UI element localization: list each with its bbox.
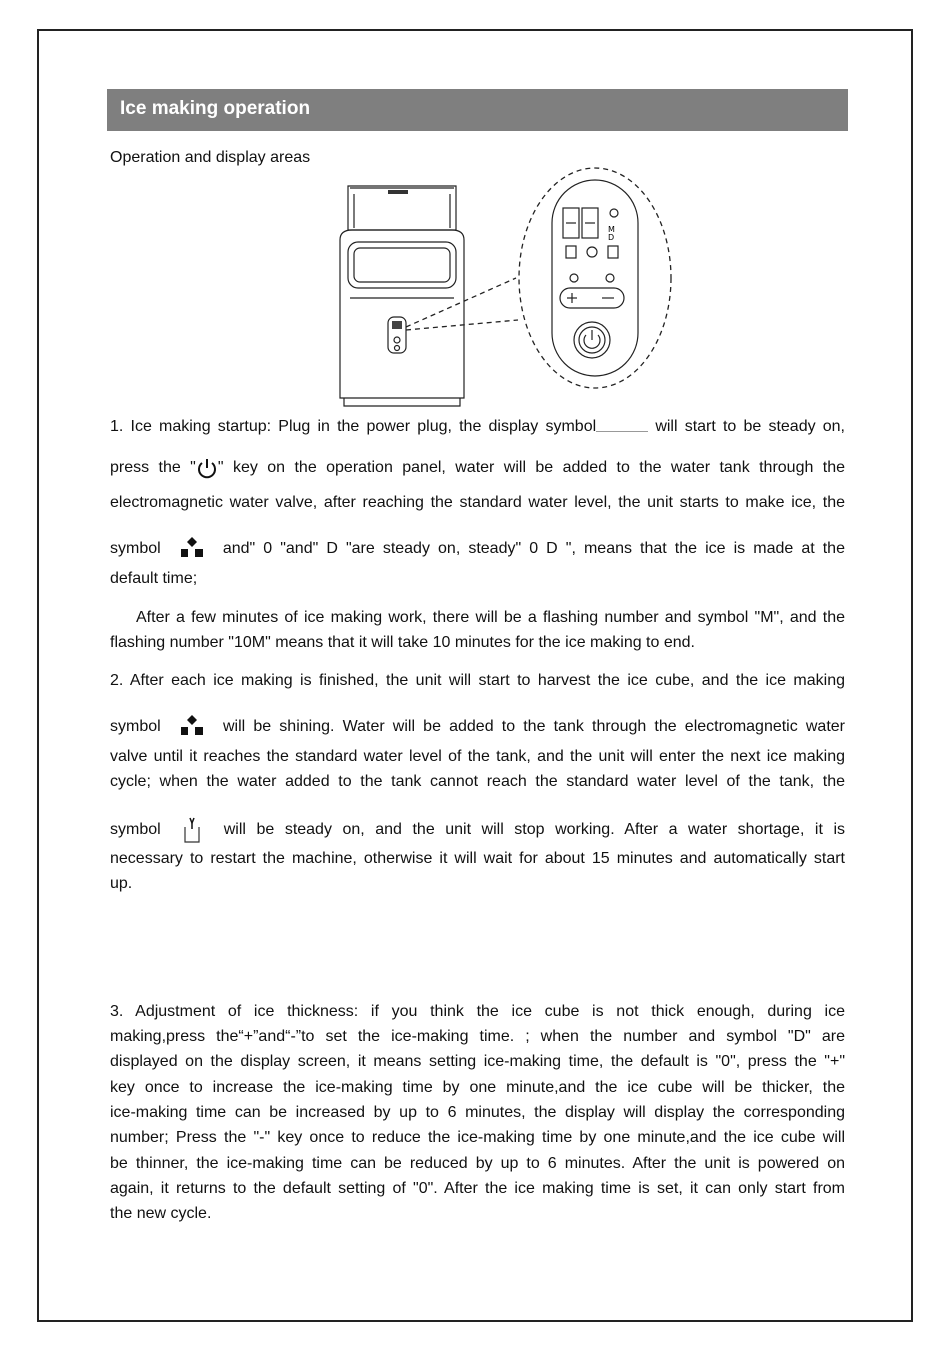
operation-figure bbox=[330, 160, 680, 410]
para3-line3: displayed on the display screen, it means setting ice-making time, the default is "0", press the "+" bbox=[110, 1053, 845, 1070]
para3-line7: be thinner, the ice-making time can be reduced by up to 6 minutes. After the unit is powered on bbox=[110, 1155, 845, 1172]
water-shortage-icon bbox=[179, 815, 205, 845]
para1-line3: electromagnetic water valve, after reaching the standard water level, the unit starts to make ice, the bbox=[110, 494, 845, 511]
power-indicator-icon bbox=[596, 421, 648, 432]
para2-line3: valve until it reaches the standard water level of the tank, and the unit will enter the next ice making bbox=[110, 748, 845, 765]
para3-line6: number; Press the "-" key once to reduce the ice-making time by one minute,and the ice cube will bbox=[110, 1129, 845, 1146]
para2-line1: 2. After each ice making is finished, the unit will start to harvest the ice cube, and the ice making bbox=[110, 672, 845, 689]
para3-line1: 3. Adjustment of ice thickness: if you think the ice cube is not thick enough, during ice bbox=[110, 1003, 845, 1020]
ice-cube-icon bbox=[175, 713, 209, 741]
control-panel-closeup bbox=[552, 180, 638, 376]
para3-line2: making,press the“+”and“-”to set the ice-making time. ; when the number and symbol "D" are bbox=[110, 1028, 845, 1045]
subheading: Operation and display areas bbox=[110, 149, 311, 166]
section-title: Ice making operation bbox=[107, 89, 848, 131]
ice-cube-icon bbox=[175, 535, 209, 563]
para1b-line1: After a few minutes of ice making work, there will be a flashing number and symbol "M", and the bbox=[136, 609, 845, 626]
para3-line5: ice-making time can be increased by up to 6 minutes, the display will display the corresponding bbox=[110, 1104, 845, 1121]
panel-label-m: M bbox=[608, 225, 615, 234]
para1-line5: default time; bbox=[110, 570, 198, 587]
para2-line7: up. bbox=[110, 875, 133, 892]
power-button-icon bbox=[196, 457, 218, 479]
para2-line2: symbol will be shining. Water will be added to the tank through the electromagnetic water bbox=[110, 713, 845, 741]
para1-line1: 1. Ice making startup: Plug in the power plug, the display symbol will start to be steady on, bbox=[110, 418, 845, 435]
para2-line6: necessary to restart the machine, otherwise it will wait for about 15 minutes and automatically start bbox=[110, 850, 845, 867]
para3-line8: again, it returns to the default setting of "0". After the ice making time is set, it can only start from bbox=[110, 1180, 845, 1197]
ice-maker-unit bbox=[340, 186, 464, 406]
para3-line9: the new cycle. bbox=[110, 1205, 212, 1222]
para2-line4: cycle; when the water added to the tank cannot reach the standard water level of the tank, the bbox=[110, 773, 845, 790]
para1b-line2: flashing number "10M" means that it will take 10 minutes for the ice making to end. bbox=[110, 634, 695, 651]
callout-lines bbox=[406, 168, 671, 388]
para1-line4: symbol and" 0 "and" D "are steady on, steady" 0 D ", means that the ice is made at the bbox=[110, 535, 845, 563]
para3-line4: key once to increase the ice-making time by one minute,and the ice cube will be thicker, the bbox=[110, 1079, 845, 1096]
para1-line2: press the " " key on the operation panel, water will be added to the water tank through the bbox=[110, 455, 845, 480]
para2-line5: symbol will be steady on, and the unit will stop working. After a water shortage, it is bbox=[110, 815, 845, 845]
panel-label-d: D bbox=[608, 233, 615, 242]
